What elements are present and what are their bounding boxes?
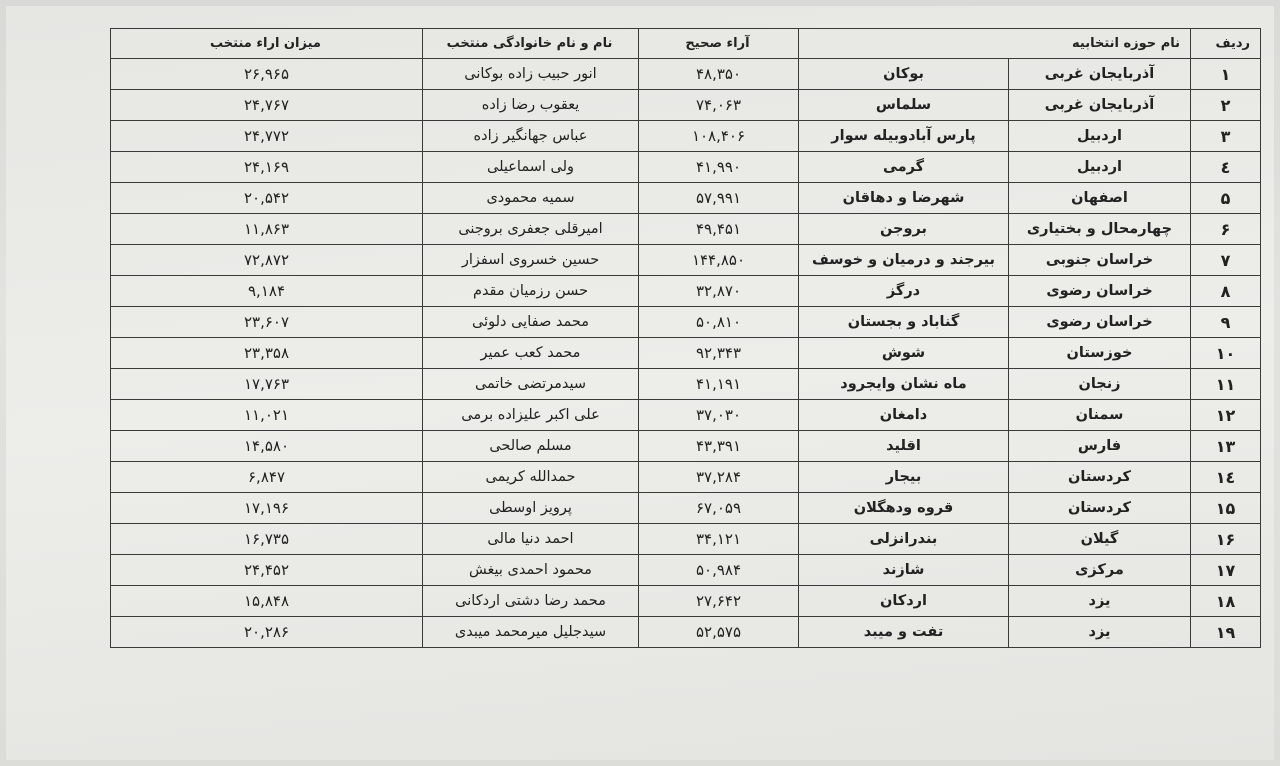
province-cell: چهارمحال و بختیاری [1009,214,1191,245]
province-cell: یزد [1009,586,1191,617]
row-number: ۱۸ [1191,586,1261,617]
valid-votes-cell: ۴۹,۴۵۱ [639,214,799,245]
row-number: ۱۱ [1191,369,1261,400]
table-row [111,90,1261,121]
candidate-votes-cell: ۱۷,۷۶۳ [111,369,423,400]
candidate-name-cell: انور حبیب زاده بوکانی [423,59,639,90]
row-number: ۱۲ [1191,400,1261,431]
province-cell: فارس [1009,431,1191,462]
candidate-votes-cell: ۱۷,۱۹۶ [111,493,423,524]
header-row-no: ردیف [1191,29,1261,59]
row-number: ۱۹ [1191,617,1261,648]
district-cell: اقلید [799,431,1009,462]
district-cell: تفت و میبد [799,617,1009,648]
province-cell: یزد [1009,617,1191,648]
row-number: ۱۳ [1191,431,1261,462]
header-valid-votes: آراء صحیح [639,29,799,59]
candidate-name-cell: حمدالله کریمی [423,462,639,493]
province-cell: خراسان جنوبی [1009,245,1191,276]
province-cell: گیلان [1009,524,1191,555]
candidate-name-cell: امیرقلی جعفری بروجنی [423,214,639,245]
candidate-votes-cell: ۲۳,۶۰۷ [111,307,423,338]
header-candidate-votes: میزان اراء منتخب [111,29,423,59]
row-number: ۱۶ [1191,524,1261,555]
paper-sheet [6,6,1274,760]
district-cell: سلماس [799,90,1009,121]
province-cell: خراسان رضوی [1009,307,1191,338]
candidate-name-cell: علی اکبر علیزاده برمی [423,400,639,431]
province-cell: کردستان [1009,462,1191,493]
table-row [111,493,1261,524]
district-cell: پارس آبادوبیله سوار [799,121,1009,152]
valid-votes-cell: ۱۰۸,۴۰۶ [639,121,799,152]
header-district: نام حوزه انتخابیه [799,29,1191,59]
province-cell: مرکزی [1009,555,1191,586]
candidate-name-cell: مسلم صالحی [423,431,639,462]
candidate-votes-cell: ۲۰,۲۸۶ [111,617,423,648]
candidate-votes-cell: ۱۱,۸۶۳ [111,214,423,245]
valid-votes-cell: ۱۴۴,۸۵۰ [639,245,799,276]
district-cell: ماه نشان وایجرود [799,369,1009,400]
row-number: ۸ [1191,276,1261,307]
valid-votes-cell: ۳۲,۸۷۰ [639,276,799,307]
district-cell: بندرانزلی [799,524,1009,555]
valid-votes-cell: ۴۳,۳۹۱ [639,431,799,462]
province-cell: آذربایجان غربی [1009,90,1191,121]
election-results-table [110,28,1261,648]
valid-votes-cell: ۴۱,۹۹۰ [639,152,799,183]
row-number: ۱۷ [1191,555,1261,586]
valid-votes-cell: ۷۴,۰۶۳ [639,90,799,121]
table-row [111,369,1261,400]
valid-votes-cell: ۴۸,۳۵۰ [639,59,799,90]
district-cell: شوش [799,338,1009,369]
table-row [111,462,1261,493]
province-cell: خراسان رضوی [1009,276,1191,307]
valid-votes-cell: ۳۷,۲۸۴ [639,462,799,493]
row-number: ۳ [1191,121,1261,152]
table-row [111,59,1261,90]
table-row [111,214,1261,245]
candidate-name-cell: حسن رزمیان مقدم [423,276,639,307]
candidate-name-cell: حسین خسروی اسفزار [423,245,639,276]
valid-votes-cell: ۵۷,۹۹۱ [639,183,799,214]
valid-votes-cell: ۹۲,۳۴۳ [639,338,799,369]
row-number: ۱۰ [1191,338,1261,369]
district-cell: اردکان [799,586,1009,617]
province-cell: اردبیل [1009,152,1191,183]
table-row [111,307,1261,338]
table-row [111,245,1261,276]
province-cell: خوزستان [1009,338,1191,369]
candidate-votes-cell: ۲۴,۴۵۲ [111,555,423,586]
table-row [111,555,1261,586]
candidate-votes-cell: ۲۴,۷۶۷ [111,90,423,121]
candidate-name-cell: سیدجلیل میرمحمد میبدی [423,617,639,648]
row-number: ۱٤ [1191,462,1261,493]
district-cell: بوکان [799,59,1009,90]
candidate-votes-cell: ۲۶,۹۶۵ [111,59,423,90]
row-number: ۷ [1191,245,1261,276]
table-row [111,183,1261,214]
candidate-name-cell: محمد صفایی دلوئی [423,307,639,338]
district-cell: گناباد و بجستان [799,307,1009,338]
candidate-votes-cell: ۱۶,۷۳۵ [111,524,423,555]
row-number: ۵ [1191,183,1261,214]
table-row [111,431,1261,462]
candidate-name-cell: سیدمرتضی خاتمی [423,369,639,400]
district-cell: بیرجند و درمیان و خوسف [799,245,1009,276]
district-cell: قروه ودهگلان [799,493,1009,524]
valid-votes-cell: ۵۰,۹۸۴ [639,555,799,586]
row-number: ۲ [1191,90,1261,121]
row-number: ۹ [1191,307,1261,338]
district-cell: بیجار [799,462,1009,493]
candidate-votes-cell: ۲۳,۳۵۸ [111,338,423,369]
province-cell: سمنان [1009,400,1191,431]
table-row [111,338,1261,369]
district-cell: گرمی [799,152,1009,183]
valid-votes-cell: ۵۰,۸۱۰ [639,307,799,338]
candidate-name-cell: عباس جهانگیر زاده [423,121,639,152]
table-row [111,617,1261,648]
row-number: ۱۵ [1191,493,1261,524]
candidate-name-cell: محمد کعب عمیر [423,338,639,369]
district-cell: دامغان [799,400,1009,431]
table-row [111,400,1261,431]
candidate-votes-cell: ۹,۱۸۴ [111,276,423,307]
candidate-name-cell: سمیه محمودی [423,183,639,214]
valid-votes-cell: ۲۷,۶۴۲ [639,586,799,617]
district-cell: شازند [799,555,1009,586]
table-row [111,586,1261,617]
candidate-name-cell: احمد دنیا مالی [423,524,639,555]
candidate-votes-cell: ۱۴,۵۸۰ [111,431,423,462]
district-cell: بروجن [799,214,1009,245]
candidate-name-cell: یعقوب رضا زاده [423,90,639,121]
header-row [111,29,1261,59]
province-cell: اردبیل [1009,121,1191,152]
valid-votes-cell: ۶۷,۰۵۹ [639,493,799,524]
row-number: ۶ [1191,214,1261,245]
table-row [111,524,1261,555]
row-number: ٤ [1191,152,1261,183]
province-cell: آذربایجان غربی [1009,59,1191,90]
valid-votes-cell: ۳۷,۰۳۰ [639,400,799,431]
candidate-name-cell: محمد رضا دشتی اردکانی [423,586,639,617]
province-cell: کردستان [1009,493,1191,524]
candidate-name-cell: محمود احمدی بیغش [423,555,639,586]
candidate-votes-cell: ۲۴,۱۶۹ [111,152,423,183]
district-cell: درگز [799,276,1009,307]
candidate-votes-cell: ۲۰,۵۴۲ [111,183,423,214]
valid-votes-cell: ۴۱,۱۹۱ [639,369,799,400]
candidate-name-cell: ولی اسماعیلی [423,152,639,183]
province-cell: اصفهان [1009,183,1191,214]
district-cell: شهرضا و دهاقان [799,183,1009,214]
province-cell: زنجان [1009,369,1191,400]
header-candidate: نام و نام خانوادگی منتخب [423,29,639,59]
candidate-votes-cell: ۱۱,۰۲۱ [111,400,423,431]
candidate-votes-cell: ۱۵,۸۴۸ [111,586,423,617]
table-row [111,121,1261,152]
table-row [111,152,1261,183]
valid-votes-cell: ۵۲,۵۷۵ [639,617,799,648]
candidate-votes-cell: ۲۴,۷۷۲ [111,121,423,152]
candidate-name-cell: پرویز اوسطی [423,493,639,524]
row-number: ۱ [1191,59,1261,90]
table-row [111,276,1261,307]
candidate-votes-cell: ۶,۸۴۷ [111,462,423,493]
candidate-votes-cell: ۷۲,۸۷۲ [111,245,423,276]
valid-votes-cell: ۳۴,۱۲۱ [639,524,799,555]
